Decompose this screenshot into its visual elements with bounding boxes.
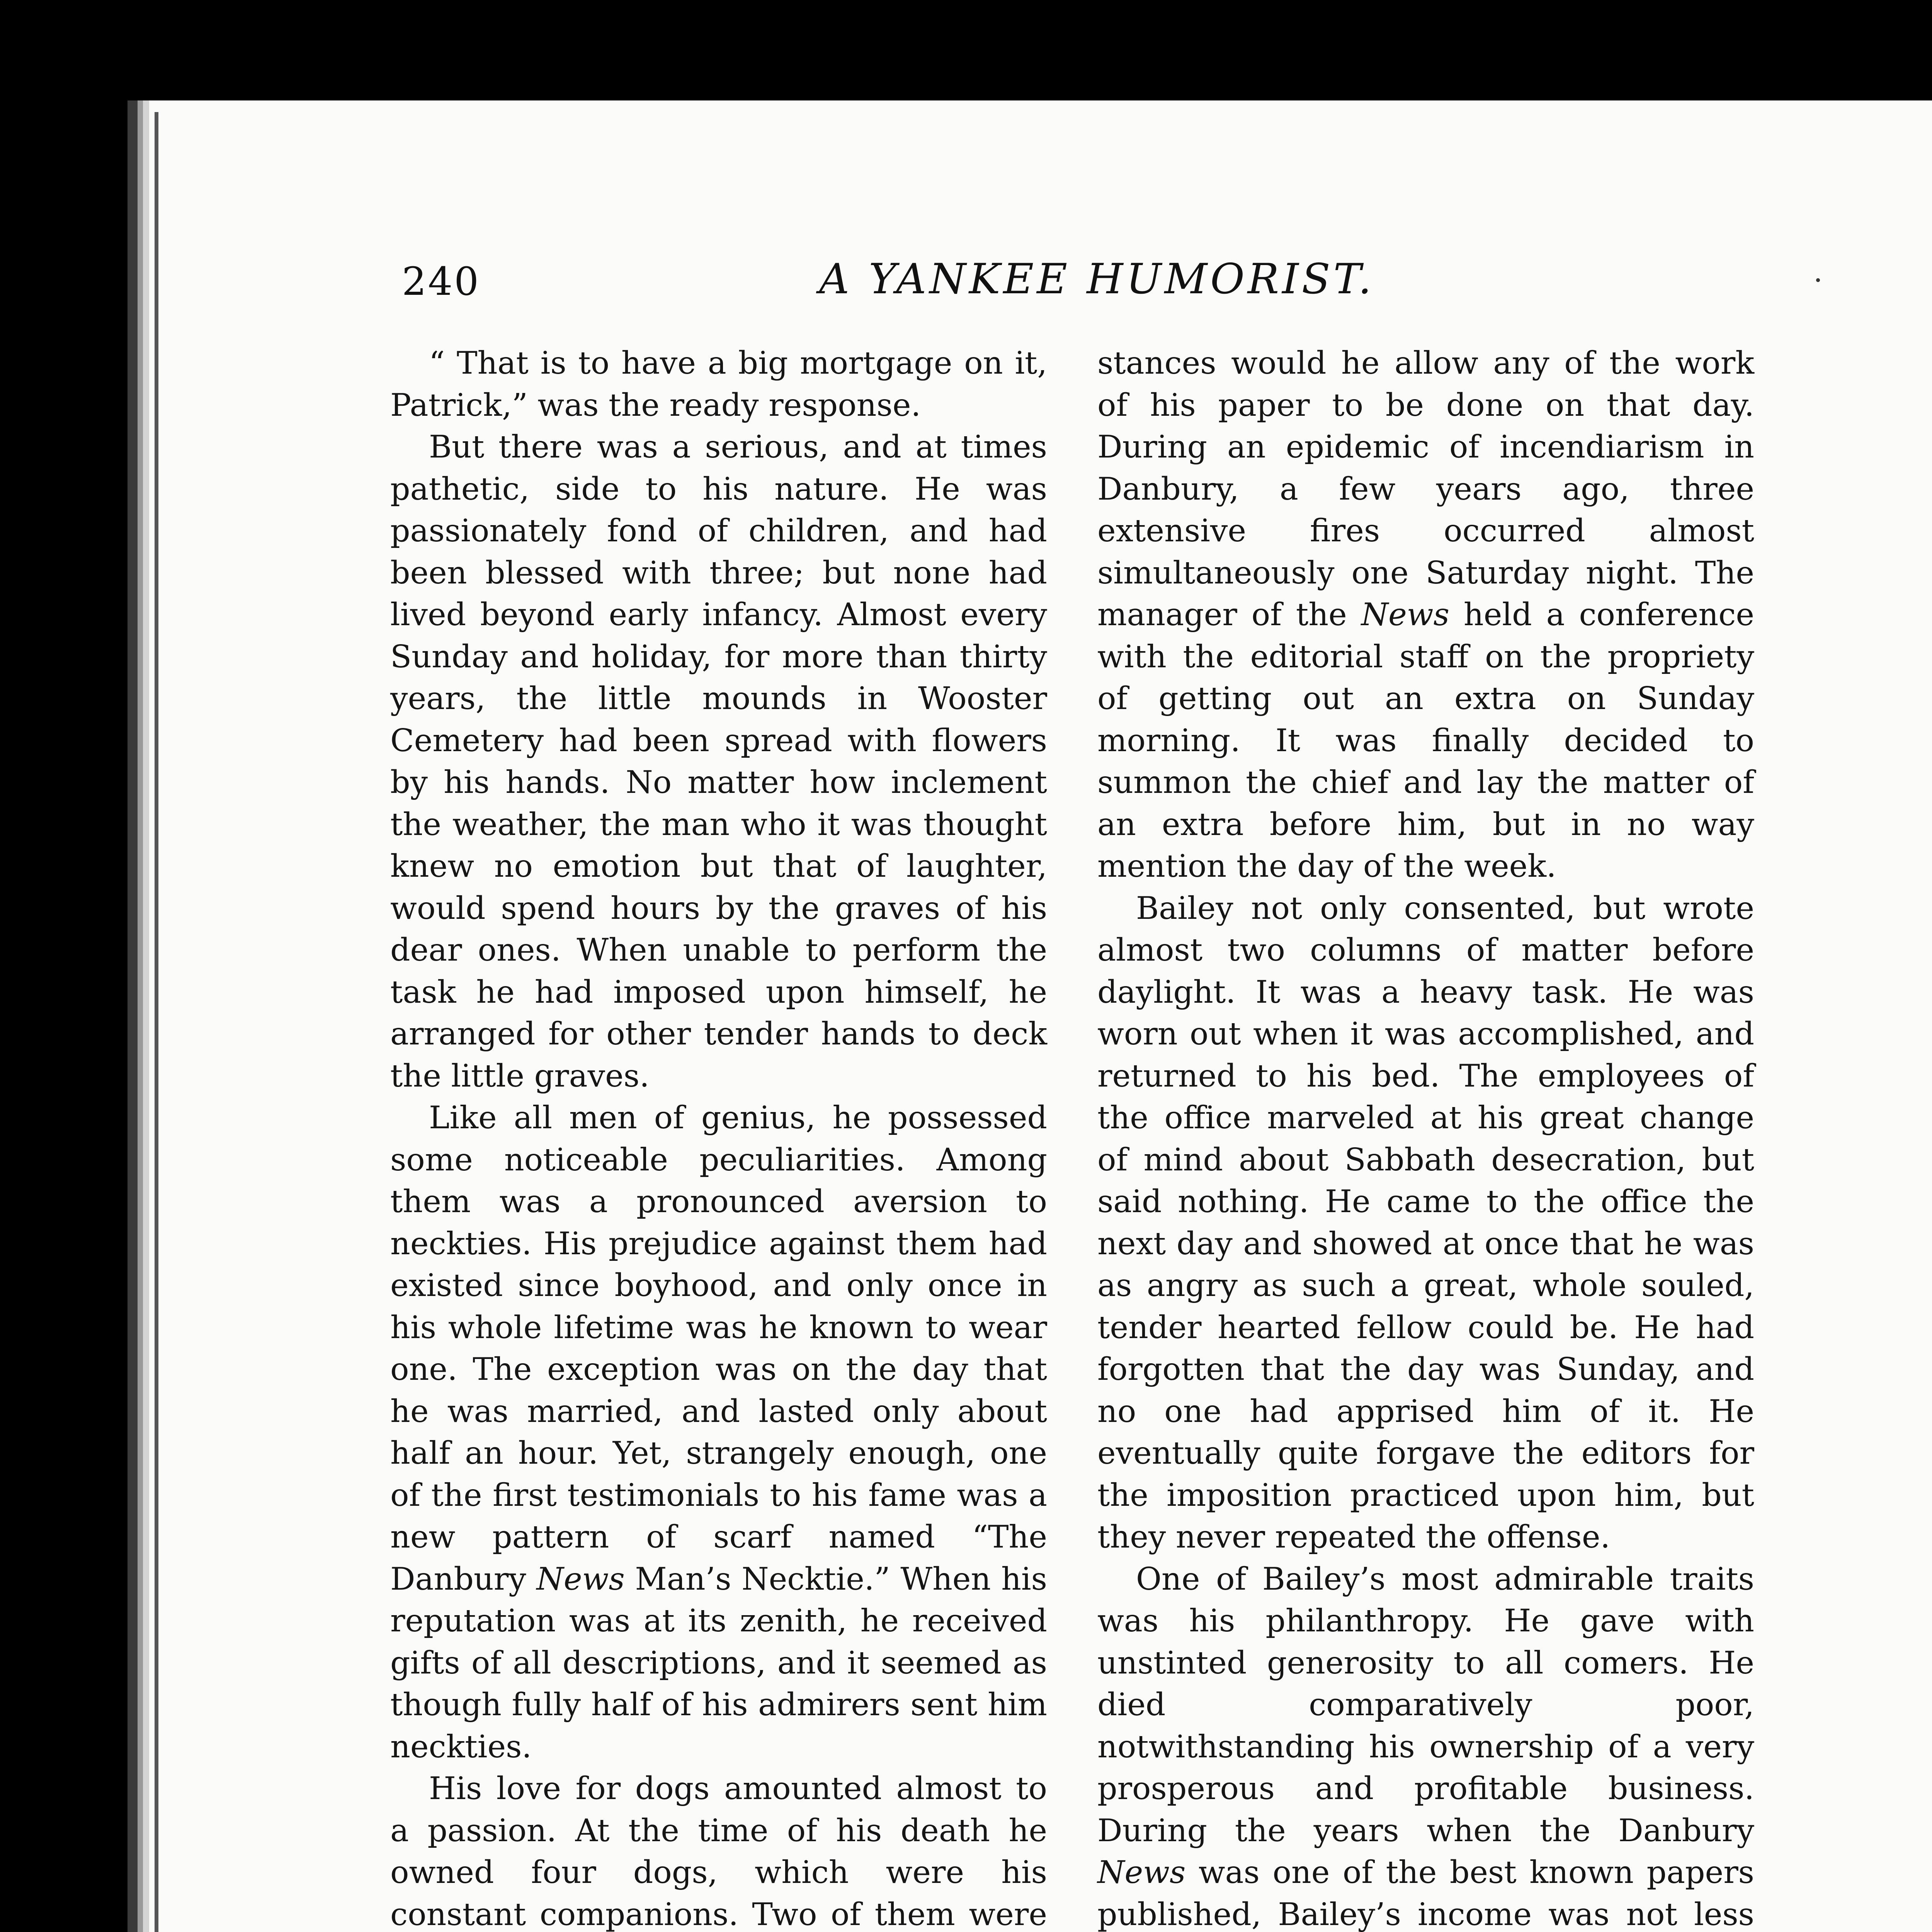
- paragraph: His love for dogs amounted almost to a passion. At the time of his death he owned four dogs, which were his constant companions. Two of them were: [390, 1770, 1047, 1932]
- page-header: [402, 255, 1777, 325]
- print-speck: [1816, 278, 1820, 282]
- paragraph: Like all men of genius, he possessed some noticeable peculiarities. Among them was a pronounced aversion to neckties. His prejudice against them had existed since boyhood, and only once in his whole lifetime was he known to wear one. The exception was on the day that he was married, and lasted only about half an hour. Yet, strangely enough, one of the first testimonials to his fame was a new pattern of scarf named “The Danbury News Man’s Necktie.” When his reputation was at its zenith, he received gifts of all descriptions, and it seemed as though fully half of his admirers sent him neckties.: [390, 1099, 1047, 1765]
- running-head: A YANKEE HUMORIST.: [819, 255, 1375, 303]
- paragraph: “ That is to have a big mortgage on it, Patrick,” was the ready response.: [390, 345, 1047, 423]
- paragraph-continued: stances would he allow any of the work of his paper to be done on that day. During an epidemic of incendiarism in Danbury, a few years ago, three extensive fires occurred almost simultaneously one Saturday night. The manager of the News held a conference with the editorial staff on the propriety of getting out an extra on Sunday morning. It was finally decided to summon the chief and lay the matter of an extra before him, but in no way mention the day of the week.: [1097, 345, 1754, 884]
- binding-edge: [155, 112, 158, 1932]
- paragraph: But there was a serious, and at times pathetic, side to his nature. He was passionately fond of children, and had been blessed with three; but none had lived beyond early infancy. Almost every Sunday and holiday, for more than thirty years, the little mounds in Wooster Cemetery had been spread with flowers by his hands. No matter how inclement the weather, the man who it was thought knew no emotion but that of laughter, would spend hours by the graves of his dear ones. When unable to perform the task he had imposed upon himself, he arranged for other tender hands to deck the little graves.: [390, 429, 1047, 1094]
- text-column-right: [1097, 342, 1754, 1932]
- paragraph: Bailey not only consented, but wrote almost two columns of matter before daylight. It was a heavy task. He was worn out when it was accomplished, and returned to his bed. The employees of the office marveled at his great change of mind about Sabbath desecration, but said nothing. He came to the office the next day and showed at once that he was as angry as such a great, whole souled, tender hearted fellow could be. He had forgotten that the day was Sunday, and no one had apprised him of it. He eventually quite forgave the editors for the imposition practiced upon him, but they never repeated the offense.: [1097, 889, 1754, 1555]
- page-number: 240: [402, 259, 480, 304]
- text-column-left: [390, 342, 1047, 1932]
- paragraph: One of Bailey’s most admirable traits was his philanthropy. He gave with unstinted generosity to all comers. He died comparatively poor, notwithstanding his ownership of a very prosperous and profitable business. During the years when the Danbury News was one of the best known papers published, Bailey’s income was not less: [1097, 1560, 1754, 1932]
